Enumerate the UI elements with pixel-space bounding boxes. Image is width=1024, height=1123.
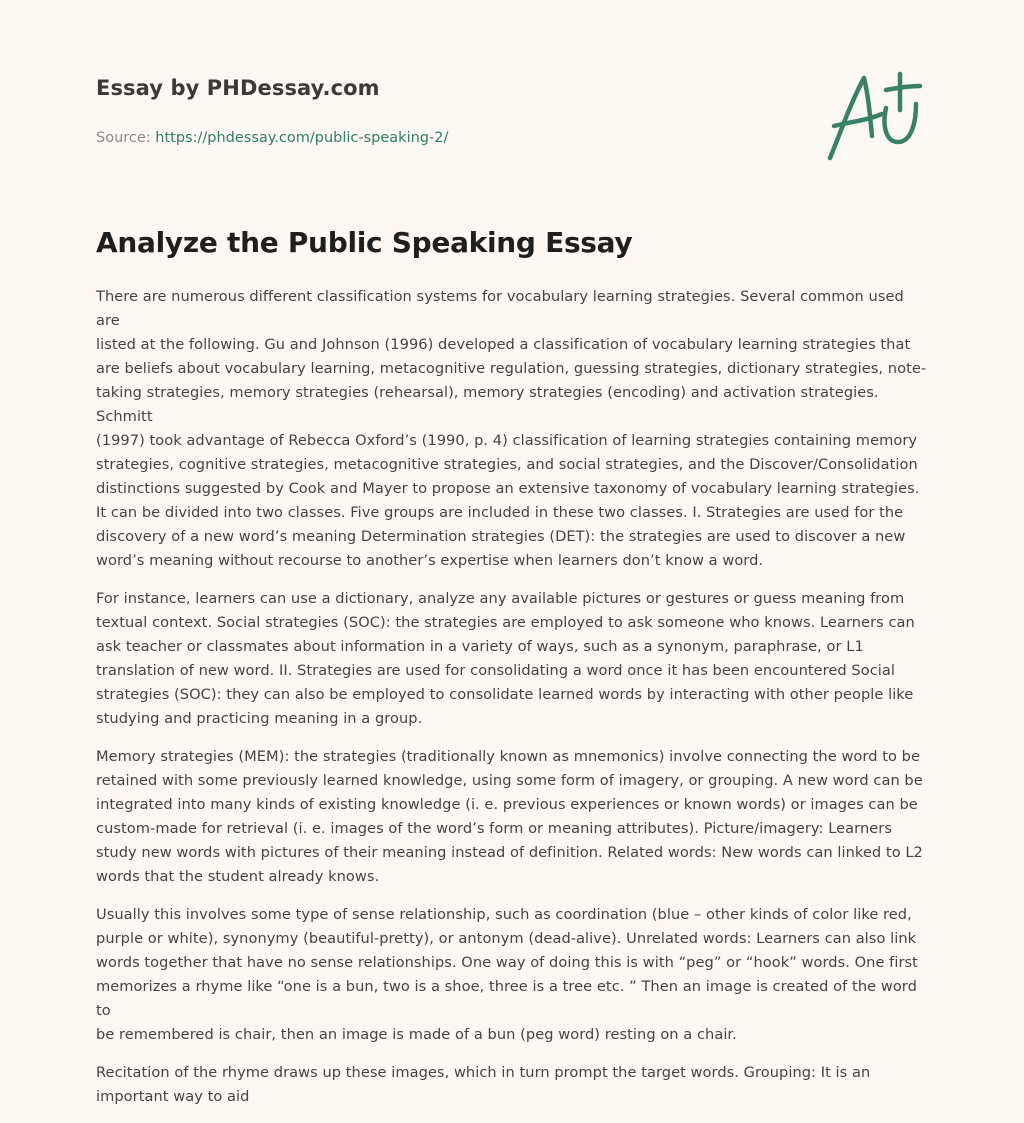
essay-paragraph: There are numerous different classification systems for vocabulary learning strategies. Several common used are listed at the following. Gu and Johnson (1996) developed a classification of vocabulary learning strategies that are beliefs about vocabulary learning, metacognitive regulation, guessing strategies, dictionary strategies, note- taking strategies, memory strategies (rehearsal), memory strategies (encoding) and activation strategies. Schmitt (1997) took advantage of Rebecca Oxford’s (1990, p. 4) classification of learning strategies containing memory strategies, cognitive strategies, metacognitive strategies, and social strategies, and the Discover/Consolidation distinctions suggested by Cook and Mayer to propose an extensive taxonomy of vocabulary learning strategies. It can be divided into two classes. Five groups are included in these two classes. I. Strategies are used for the discovery of a new word’s meaning Determination strategies (DET): the strategies are used to discover a new word’s meaning without recourse to another’s expertise when learners don’t know a word. [96,288,927,569]
source-link[interactable]: https://phdessay.com/public-speaking-2/ [155,130,449,146]
essay-paragraph: Memory strategies (MEM): the strategies (traditionally known as mnemonics) involve connecting the word to be retained with some previously learned knowledge, using some form of imagery, or grouping. A new word can be integrated into many kinds of existing knowledge (i. e. previous experiences or known words) or images can be custom-made for retrieval (i. e. images of the word’s form or meaning attributes). Picture/imagery: Learners study new words with pictures of their meaning instead of definition. Related words: New words can linked to L2 words that the student already knows. [96,748,923,885]
essay-paragraph: Usually this involves some type of sense relationship, such as coordination (blue – other kinds of color like red, purple or white), synonymy (beautiful-pretty), or antonym (dead-alive). Unrelated words: Learners can also link words together that have no sense relationships. One way of doing this is with “peg” or “hook” words. One first memorizes a rhyme like “one is a bun, two is a shoe, three is a tree etc. ” Then an image is created of the word to be remembered is chair, then an image is made of a bun (peg word) resting on a chair. [96,906,918,1043]
a-plus-grade-icon [820,64,930,168]
essay-paragraph: For instance, learners can use a dictionary, analyze any available pictures or gestures or guess meaning from textual context. Social strategies (SOC): the strategies are employed to ask someone who knows. Learners can ask teacher or classmates about information in a variety of ways, such as a synonym, paraphrase, or L1 translation of new word. II. Strategies are used for consolidating a word once it has been encountered Social strategies (SOC): they can also be employed to consolidate learned words by interacting with other people like studying and practicing meaning in a group. [96,590,915,727]
source-label: Source: [96,130,151,146]
essay-body [96,285,932,1123]
essay-title: Analyze the Public Speaking Essay [96,226,633,259]
brand-name: Essay by PHDessay.com [96,76,380,100]
site-header [96,76,796,146]
source-line [96,130,796,146]
essay-paragraph: Recitation of the rhyme draws up these images, which in turn prompt the target words. Grouping: It is an important way to aid [96,1064,871,1105]
